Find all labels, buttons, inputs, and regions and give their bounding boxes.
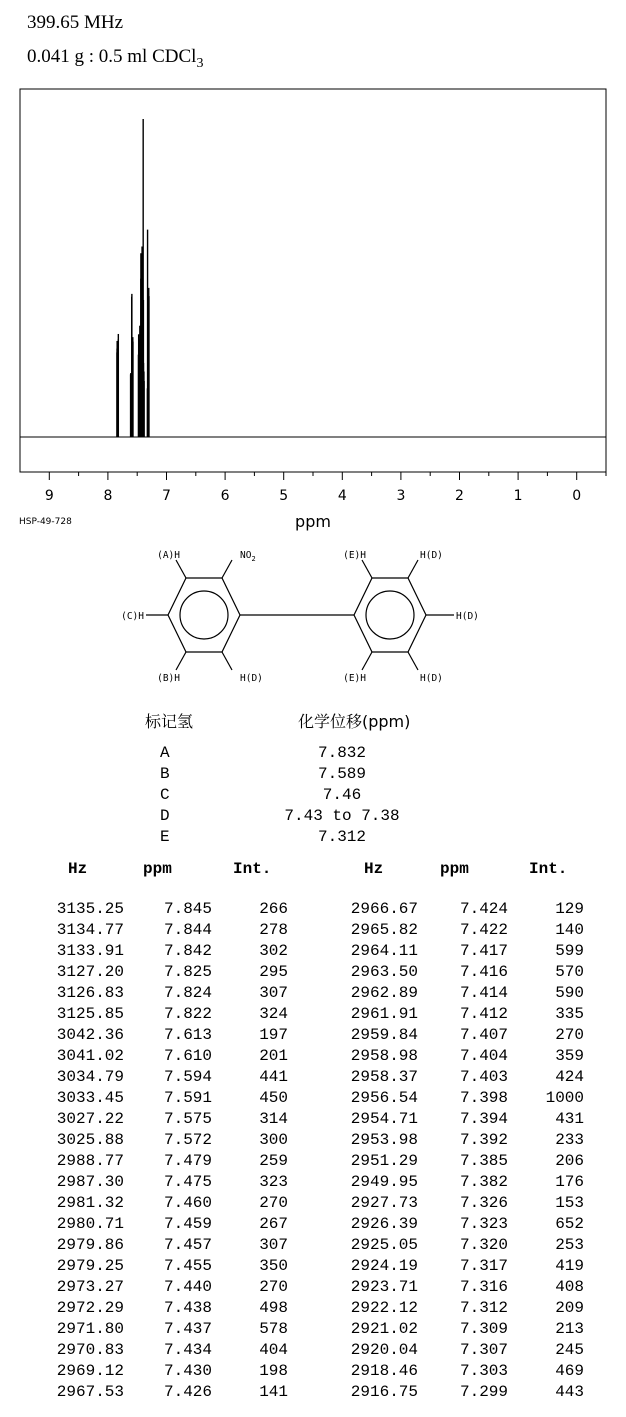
table-cell: 7.822 bbox=[163, 1005, 212, 1023]
table-cell: 2959.84 bbox=[350, 1026, 418, 1044]
x-tick-label: 9 bbox=[44, 488, 54, 504]
col-header-hz-2: Hz bbox=[364, 860, 384, 878]
table-cell: 7.460 bbox=[163, 1194, 212, 1212]
table-cell: 2956.54 bbox=[350, 1089, 418, 1107]
table-cell: 498 bbox=[259, 1299, 288, 1317]
table-cell: 233 bbox=[555, 1131, 584, 1149]
table-cell: 266 bbox=[259, 900, 288, 918]
table-cell: 140 bbox=[555, 921, 584, 939]
x-tick-label: 7 bbox=[162, 488, 171, 504]
table-cell: 7.382 bbox=[459, 1173, 508, 1191]
table-row bbox=[0, 1236, 626, 1257]
table-cell: 424 bbox=[555, 1068, 584, 1086]
table-row bbox=[0, 1173, 626, 1194]
table-cell: 7.412 bbox=[459, 1005, 508, 1023]
col-header-ppm-2: ppm bbox=[440, 860, 469, 878]
table-cell: 153 bbox=[555, 1194, 584, 1212]
label-left-h-d: H(D) bbox=[240, 673, 263, 684]
table-cell: 7.392 bbox=[459, 1131, 508, 1149]
table-cell: 198 bbox=[259, 1362, 288, 1380]
table-cell: 7.422 bbox=[459, 921, 508, 939]
table-cell: 7.430 bbox=[163, 1362, 212, 1380]
table-cell: 578 bbox=[259, 1320, 288, 1338]
table-row bbox=[0, 942, 626, 963]
table-row bbox=[0, 1026, 626, 1047]
table-cell: 278 bbox=[259, 921, 288, 939]
table-cell: 7.317 bbox=[459, 1257, 508, 1275]
table-row bbox=[0, 1110, 626, 1131]
table-cell: 7.825 bbox=[163, 963, 212, 981]
table-row bbox=[0, 1341, 626, 1362]
table-cell: 197 bbox=[259, 1026, 288, 1044]
table-cell: 324 bbox=[259, 1005, 288, 1023]
x-tick-label: 6 bbox=[220, 488, 230, 504]
col-header-hz-1: Hz bbox=[68, 860, 88, 878]
table-cell: 335 bbox=[555, 1005, 584, 1023]
table-cell: 2962.89 bbox=[350, 984, 418, 1002]
table-cell: 7.320 bbox=[459, 1236, 508, 1254]
table-cell: 7.457 bbox=[163, 1236, 212, 1254]
assignment-row: D 7.43 to 7.38 bbox=[160, 807, 400, 825]
table-cell: 323 bbox=[259, 1173, 288, 1191]
table-cell: 7.403 bbox=[459, 1068, 508, 1086]
table-cell: 2958.37 bbox=[350, 1068, 418, 1086]
table-cell: 7.438 bbox=[163, 1299, 212, 1317]
table-row bbox=[0, 1278, 626, 1299]
table-cell: 3042.36 bbox=[56, 1026, 124, 1044]
x-tick-label: 0 bbox=[572, 488, 582, 504]
table-cell: 7.416 bbox=[459, 963, 508, 981]
table-cell: 2979.86 bbox=[56, 1236, 124, 1254]
table-cell: 2965.82 bbox=[350, 921, 418, 939]
table-cell: 7.404 bbox=[459, 1047, 508, 1065]
table-cell: 2970.83 bbox=[56, 1341, 124, 1359]
x-tick-label: 8 bbox=[103, 488, 113, 504]
table-cell: 7.424 bbox=[459, 900, 508, 918]
plot-frame bbox=[20, 89, 606, 472]
table-cell: 213 bbox=[555, 1320, 584, 1338]
table-cell: 441 bbox=[259, 1068, 288, 1086]
table-cell: 7.440 bbox=[163, 1278, 212, 1296]
table-row bbox=[0, 900, 626, 921]
table-cell: 7.326 bbox=[459, 1194, 508, 1212]
table-cell: 7.613 bbox=[163, 1026, 212, 1044]
assignment-row: E 7.312 bbox=[160, 828, 366, 846]
table-cell: 7.475 bbox=[163, 1173, 212, 1191]
table-cell: 295 bbox=[259, 963, 288, 981]
label-a-h: (A)H bbox=[157, 550, 180, 561]
table-cell: 1000 bbox=[545, 1089, 584, 1107]
table-cell: 7.455 bbox=[163, 1257, 212, 1275]
table-cell: 7.575 bbox=[163, 1110, 212, 1128]
table-cell: 3025.88 bbox=[56, 1131, 124, 1149]
table-cell: 209 bbox=[555, 1299, 584, 1317]
assignment-header-label: 标记氢 bbox=[145, 712, 194, 731]
table-cell: 450 bbox=[259, 1089, 288, 1107]
table-cell: 2953.98 bbox=[350, 1131, 418, 1149]
table-cell: 7.303 bbox=[459, 1362, 508, 1380]
table-row bbox=[0, 1005, 626, 1026]
table-cell: 7.417 bbox=[459, 942, 508, 960]
x-tick-label: 2 bbox=[455, 488, 464, 504]
table-cell: 129 bbox=[555, 900, 584, 918]
col-header-int-2: Int. bbox=[529, 860, 568, 878]
table-cell: 590 bbox=[555, 984, 584, 1002]
label-right-para-h-d: H(D) bbox=[456, 611, 479, 622]
table-cell: 7.591 bbox=[163, 1089, 212, 1107]
table-cell: 2971.80 bbox=[56, 1320, 124, 1338]
table-cell: 267 bbox=[259, 1215, 288, 1233]
table-cell: 307 bbox=[259, 1236, 288, 1254]
table-cell: 259 bbox=[259, 1152, 288, 1170]
x-tick-label: 4 bbox=[337, 488, 347, 504]
table-cell: 599 bbox=[555, 942, 584, 960]
table-row bbox=[0, 1194, 626, 1215]
table-cell: 176 bbox=[555, 1173, 584, 1191]
table-cell: 2916.75 bbox=[350, 1383, 418, 1401]
spectrum-code: HSP-49-728 bbox=[19, 517, 72, 527]
table-cell: 2964.11 bbox=[350, 942, 418, 960]
table-cell: 3041.02 bbox=[56, 1047, 124, 1065]
sample-sub: 3 bbox=[196, 55, 204, 71]
table-cell: 7.323 bbox=[459, 1215, 508, 1233]
nmr-spectrum-chart bbox=[0, 0, 626, 540]
table-cell: 253 bbox=[555, 1236, 584, 1254]
table-row bbox=[0, 1152, 626, 1173]
table-cell: 2951.29 bbox=[350, 1152, 418, 1170]
table-cell: 3126.83 bbox=[56, 984, 124, 1002]
x-axis-ticks bbox=[45, 472, 606, 504]
col-header-ppm-1: ppm bbox=[143, 860, 172, 878]
table-cell: 302 bbox=[259, 942, 288, 960]
table-cell: 443 bbox=[555, 1383, 584, 1401]
table-row bbox=[0, 1047, 626, 1068]
label-right-bottom-e-h: (E)H bbox=[343, 673, 366, 684]
table-cell: 2961.91 bbox=[350, 1005, 418, 1023]
table-cell: 7.307 bbox=[459, 1341, 508, 1359]
table-cell: 2927.73 bbox=[350, 1194, 418, 1212]
table-cell: 3033.45 bbox=[56, 1089, 124, 1107]
table-cell: 652 bbox=[555, 1215, 584, 1233]
x-tick-label: 1 bbox=[513, 488, 523, 504]
col-header-int-1: Int. bbox=[233, 860, 272, 878]
table-cell: 2981.32 bbox=[56, 1194, 124, 1212]
table-cell: 3125.85 bbox=[56, 1005, 124, 1023]
table-row bbox=[0, 1320, 626, 1341]
table-cell: 2973.27 bbox=[56, 1278, 124, 1296]
table-row bbox=[0, 1131, 626, 1152]
molecule-structure bbox=[100, 540, 520, 690]
table-cell: 2967.53 bbox=[56, 1383, 124, 1401]
table-cell: 2966.67 bbox=[350, 900, 418, 918]
table-cell: 2972.29 bbox=[56, 1299, 124, 1317]
assignment-row: B 7.589 bbox=[160, 765, 366, 783]
table-cell: 2921.02 bbox=[350, 1320, 418, 1338]
x-tick-label: 3 bbox=[396, 488, 406, 504]
table-row bbox=[0, 921, 626, 942]
x-tick-label: 5 bbox=[279, 488, 289, 504]
table-cell: 431 bbox=[555, 1110, 584, 1128]
table-cell: 300 bbox=[259, 1131, 288, 1149]
table-cell: 7.572 bbox=[163, 1131, 212, 1149]
left-ring-circle bbox=[180, 591, 228, 639]
table-cell: 2923.71 bbox=[350, 1278, 418, 1296]
table-cell: 245 bbox=[555, 1341, 584, 1359]
table-cell: 7.312 bbox=[459, 1299, 508, 1317]
table-cell: 270 bbox=[259, 1194, 288, 1212]
table-cell: 7.385 bbox=[459, 1152, 508, 1170]
assignment-row: A 7.832 bbox=[160, 744, 366, 762]
table-cell: 2980.71 bbox=[56, 1215, 124, 1233]
assignment-row: C 7.46 bbox=[160, 786, 362, 804]
table-row bbox=[0, 984, 626, 1005]
table-cell: 7.414 bbox=[459, 984, 508, 1002]
table-cell: 2925.05 bbox=[350, 1236, 418, 1254]
table-cell: 2954.71 bbox=[350, 1110, 418, 1128]
table-cell: 7.437 bbox=[163, 1320, 212, 1338]
table-cell: 7.316 bbox=[459, 1278, 508, 1296]
table-cell: 201 bbox=[259, 1047, 288, 1065]
table-cell: 7.407 bbox=[459, 1026, 508, 1044]
table-row bbox=[0, 1299, 626, 1320]
table-row bbox=[0, 1383, 626, 1404]
table-cell: 314 bbox=[259, 1110, 288, 1128]
table-cell: 2958.98 bbox=[350, 1047, 418, 1065]
right-benzene-ring bbox=[354, 578, 426, 652]
table-cell: 3027.22 bbox=[56, 1110, 124, 1128]
label-right-bottom-h-d: H(D) bbox=[420, 673, 443, 684]
table-cell: 2969.12 bbox=[56, 1362, 124, 1380]
table-row bbox=[0, 1068, 626, 1089]
table-row bbox=[0, 1257, 626, 1278]
table-cell: 2922.12 bbox=[350, 1299, 418, 1317]
table-cell: 3134.77 bbox=[56, 921, 124, 939]
table-cell: 404 bbox=[259, 1341, 288, 1359]
table-cell: 7.426 bbox=[163, 1383, 212, 1401]
table-cell: 2926.39 bbox=[350, 1215, 418, 1233]
table-cell: 7.309 bbox=[459, 1320, 508, 1338]
table-cell: 359 bbox=[555, 1047, 584, 1065]
table-cell: 2918.46 bbox=[350, 1362, 418, 1380]
table-cell: 7.398 bbox=[459, 1089, 508, 1107]
label-c-h: (C)H bbox=[121, 611, 144, 622]
table-cell: 307 bbox=[259, 984, 288, 1002]
label-no2: $NO_2$ bbox=[240, 550, 256, 563]
table-cell: 2920.04 bbox=[350, 1341, 418, 1359]
table-cell: 3135.25 bbox=[56, 900, 124, 918]
table-cell: 7.824 bbox=[163, 984, 212, 1002]
table-row bbox=[0, 1089, 626, 1110]
table-cell: 350 bbox=[259, 1257, 288, 1275]
table-cell: 2949.95 bbox=[350, 1173, 418, 1191]
label-right-top-e-h: (E)H bbox=[343, 550, 366, 561]
table-cell: 141 bbox=[259, 1383, 288, 1401]
table-cell: 7.594 bbox=[163, 1068, 212, 1086]
table-cell: 270 bbox=[259, 1278, 288, 1296]
table-cell: 7.845 bbox=[163, 900, 212, 918]
table-cell: 570 bbox=[555, 963, 584, 981]
table-cell: 2988.77 bbox=[56, 1152, 124, 1170]
table-cell: 7.394 bbox=[459, 1110, 508, 1128]
sample-main: 0.041 g : 0.5 ml CDCl bbox=[27, 46, 197, 67]
spectrum-peaks bbox=[117, 119, 149, 437]
left-benzene-ring bbox=[168, 578, 240, 652]
table-cell: 3127.20 bbox=[56, 963, 124, 981]
table-cell: 7.844 bbox=[163, 921, 212, 939]
table-cell: 3133.91 bbox=[56, 942, 124, 960]
table-cell: 2924.19 bbox=[350, 1257, 418, 1275]
table-row bbox=[0, 1362, 626, 1383]
table-cell: 2987.30 bbox=[56, 1173, 124, 1191]
table-cell: 270 bbox=[555, 1026, 584, 1044]
table-cell: 7.434 bbox=[163, 1341, 212, 1359]
label-b-h: (B)H bbox=[157, 673, 180, 684]
label-right-top-h-d: H(D) bbox=[420, 550, 443, 561]
table-cell: 3034.79 bbox=[56, 1068, 124, 1086]
table-cell: 7.842 bbox=[163, 942, 212, 960]
frequency-label: 399.65 MHz bbox=[27, 12, 124, 33]
table-cell: 7.479 bbox=[163, 1152, 212, 1170]
table-cell: 408 bbox=[555, 1278, 584, 1296]
table-cell: 7.610 bbox=[163, 1047, 212, 1065]
table-cell: 206 bbox=[555, 1152, 584, 1170]
table-row bbox=[0, 1215, 626, 1236]
right-ring-circle bbox=[366, 591, 414, 639]
x-axis-label: ppm bbox=[295, 512, 331, 531]
table-row bbox=[0, 963, 626, 984]
assignment-header-shift: 化学位移(ppm) bbox=[298, 712, 411, 731]
table-cell: 7.299 bbox=[459, 1383, 508, 1401]
table-cell: 2979.25 bbox=[56, 1257, 124, 1275]
table-cell: 7.459 bbox=[163, 1215, 212, 1233]
table-cell: 2963.50 bbox=[350, 963, 418, 981]
table-cell: 469 bbox=[555, 1362, 584, 1380]
table-cell: 419 bbox=[555, 1257, 584, 1275]
